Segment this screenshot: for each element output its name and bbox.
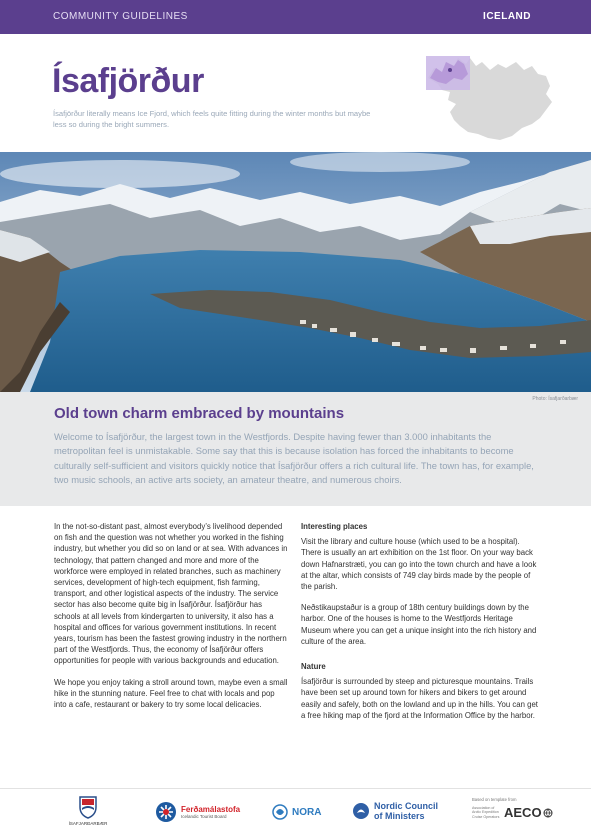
- nature-paragraph: Ísafjörður is surrounded by steep and picturesque mountains. Trails have been set up around town for hikers and bikers to get around easily and safely, both on the lowland and up in the hills. You can get a free hiking map of the fjord at the Information Office by the harbor.: [301, 677, 538, 720]
- fjord-photo: [0, 152, 591, 392]
- intro-heading: Old town charm embraced by mountains: [54, 405, 345, 422]
- tourist-board-icon: [155, 801, 177, 823]
- isafjardarbaer-logo: [70, 795, 106, 826]
- nature-heading: Nature: [301, 662, 326, 672]
- nora-icon: [272, 804, 288, 820]
- places-paragraph: Neðstikaupstaður is a group of 18th century buildings down by the harbor. One of the houses is home to the Westfjords Heritage Museum where you can get a unique insight into the rich history and culture of the area.: [301, 603, 537, 646]
- aeco-name: AECO: [504, 805, 542, 820]
- nora-name: NORA: [292, 806, 322, 818]
- body-right-column: [301, 521, 541, 731]
- places-paragraph: Visit the library and culture house (which used to be a hospital). There is usually an art exhibition on the 1st floor. On your way back down Hafnarstræti, you can go into the town church and have a look at the altar, which consists of 749 clay birds made by the people of the parish.: [301, 537, 537, 592]
- isafjardarbaer-name: ÍSAFJARÐARBÆR: [68, 821, 108, 826]
- header-category: COMMUNITY GUIDELINES: [53, 11, 188, 22]
- ferdamalastofa-logo: [155, 801, 240, 823]
- nordic-council-line1: Nordic Council: [374, 801, 439, 811]
- nordic-council-logo: [352, 801, 438, 821]
- header-country: ICELAND: [483, 11, 531, 22]
- page-subtitle: Ísafjörður literally means Ice Fjord, which feels quite fitting during the winter months but maybe less so during the bright summers.: [53, 109, 371, 129]
- swan-icon: [352, 802, 370, 820]
- intro-text: Welcome to Ísafjörður, the largest town in the Westfjords. Despite having fewer than 3.000 inhabitants the metropolitan feel is unmistakable. Some say that this is because isolation has forced the inhabitants to become culturally self-sufficient and visitors quickly notice that Ísafjörður offers a rich cultural life. The town has, for example, two music schools, an active arts society, an amateur theatre, and numerous choirs.: [54, 431, 534, 486]
- coat-of-arms-icon: [78, 795, 98, 819]
- body-left-column: [54, 521, 288, 710]
- body-paragraph: In the not-so-distant past, almost everybody’s livelihood depended on fish and the question was not whether you worked in the fishing industry, but whether you did so on land or at sea. With advances in technology, that pattern changed and more and more of the workforce were employed in related branches, such as machinery services, development of high-tech equipment, fish farming, transport, and other logistical aspects of the industry. The service sector has also become quite big in Ísafjörður. Ísafjörður has schools at all levels from kindergarten to university, it also has a hospital and offices for various government institutions. In recent years, tourism has been the fastest growing industry in the northern part of the Westfjords. Thus, the economy of Ísafjörður offers opportunities for people with various backgrounds and education.: [54, 522, 288, 666]
- ferdamalastofa-name: Ferðamálastofa: [181, 805, 241, 814]
- iceland-map-icon: [420, 48, 560, 148]
- nora-logo: [272, 804, 321, 820]
- nordic-council-line2: of Ministers: [374, 811, 425, 821]
- aeco-subtitle: Association of Arctic Expedition Cruise Operators: [472, 805, 500, 819]
- ferdamalastofa-subtitle: Icelandic Tourist Board: [181, 814, 227, 819]
- aeco-note: Based on template from: [472, 797, 517, 802]
- footer-logos: [0, 788, 591, 837]
- body-paragraph: We hope you enjoy taking a stroll around town, maybe even a small hike in the stunning nature. Feel free to chat with locals and pop into a cafe, restaurant or bakery to try some local delicacies.: [54, 677, 288, 710]
- aeco-logo: [472, 797, 553, 820]
- places-heading: Interesting places: [301, 522, 368, 531]
- page-title: Ísafjörður: [52, 62, 204, 100]
- photo-credit: Photo: Ísafjarðarbær: [532, 396, 578, 402]
- header-bar: [0, 0, 591, 34]
- aeco-globe-icon: [543, 808, 553, 818]
